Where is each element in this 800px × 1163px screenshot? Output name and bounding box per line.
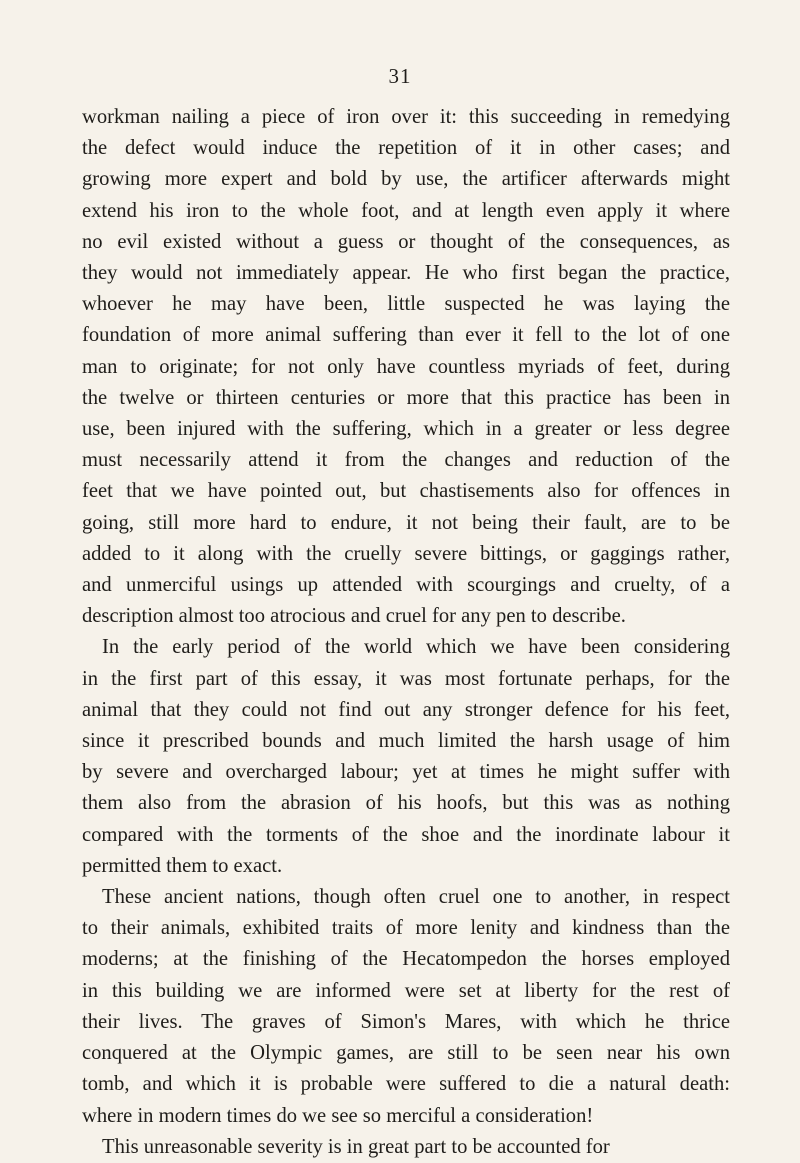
text-line: must necessarily attend it from the changes and reduction of the — [82, 449, 730, 472]
text-line: moderns; at the finishing of the Hecatompedon the horses employed — [82, 948, 730, 971]
text-line: and unmerciful usings up attended with scourgings and cruelty, of a — [82, 574, 730, 597]
text-line: workman nailing a piece of iron over it: this succeeding in remedying — [82, 106, 730, 128]
paragraph-start-line: This unreasonable severity is in great part to be accounted for — [102, 1135, 610, 1158]
text-line: foundation of more animal suffering than ever it fell to the lot of one — [82, 324, 730, 347]
text-line: they would not immediately appear. He who first began the practice, — [82, 262, 730, 285]
text-line: by severe and overcharged labour; yet at times he might suffer with — [82, 761, 730, 784]
text-line: tomb, and which it is probable were suffered to die a natural death: — [82, 1073, 730, 1096]
text-line: feet that we have pointed out, but chastisements also for offences in — [82, 480, 730, 503]
text-line: conquered at the Olympic games, are still to be seen near his own — [82, 1042, 730, 1065]
text-line: description almost too atrocious and cruel for any pen to describe. — [82, 605, 626, 628]
text-line: compared with the torments of the shoe and the inordinate labour it — [82, 823, 730, 846]
text-line: growing more expert and bold by use, the artificer afterwards might — [82, 168, 730, 191]
text-line: the twelve or thirteen centuries or more that this practice has been in — [82, 386, 730, 409]
text-line: added to it along with the cruelly severe bittings, or gaggings rather, — [82, 542, 730, 565]
text-line: the defect would induce the repetition of it in other cases; and — [82, 137, 730, 160]
text-line: permitted them to exact. — [82, 854, 283, 877]
text-line: use, been injured with the suffering, which in a greater or less degree — [82, 418, 730, 441]
page-number: 31 — [388, 64, 412, 88]
text-line: going, still more hard to endure, it not being their fault, are to be — [82, 511, 730, 534]
text-line: in the first part of this essay, it was most fortunate perhaps, for the — [82, 667, 730, 690]
text-line: them also from the abrasion of his hoofs, but this was as nothing — [82, 792, 730, 815]
text-line: since it prescribed bounds and much limited the harsh usage of him — [82, 730, 730, 753]
text-line: animal that they could not find out any stronger defence for his feet, — [82, 698, 730, 721]
body-text — [82, 102, 730, 1163]
paragraph-start-line: These ancient nations, though often cruel one to another, in respect — [102, 886, 730, 909]
text-line: whoever he may have been, little suspected he was laying the — [82, 293, 730, 316]
text-line: to their animals, exhibited traits of more lenity and kindness than the — [82, 917, 730, 940]
text-line: their lives. The graves of Simon's Mares, with which he thrice — [82, 1010, 730, 1033]
text-line: no evil existed without a guess or thought of the consequences, as — [82, 230, 730, 253]
text-line: where in modern times do we see so merciful a consideration! — [82, 1104, 594, 1127]
text-line: in this building we are informed were set at liberty for the rest of — [82, 979, 730, 1002]
text-line: extend his iron to the whole foot, and at length even apply it where — [82, 199, 730, 222]
paragraph-start-line: In the early period of the world which we have been considering — [102, 636, 730, 659]
text-line: man to originate; for not only have countless myriads of feet, during — [82, 355, 730, 378]
